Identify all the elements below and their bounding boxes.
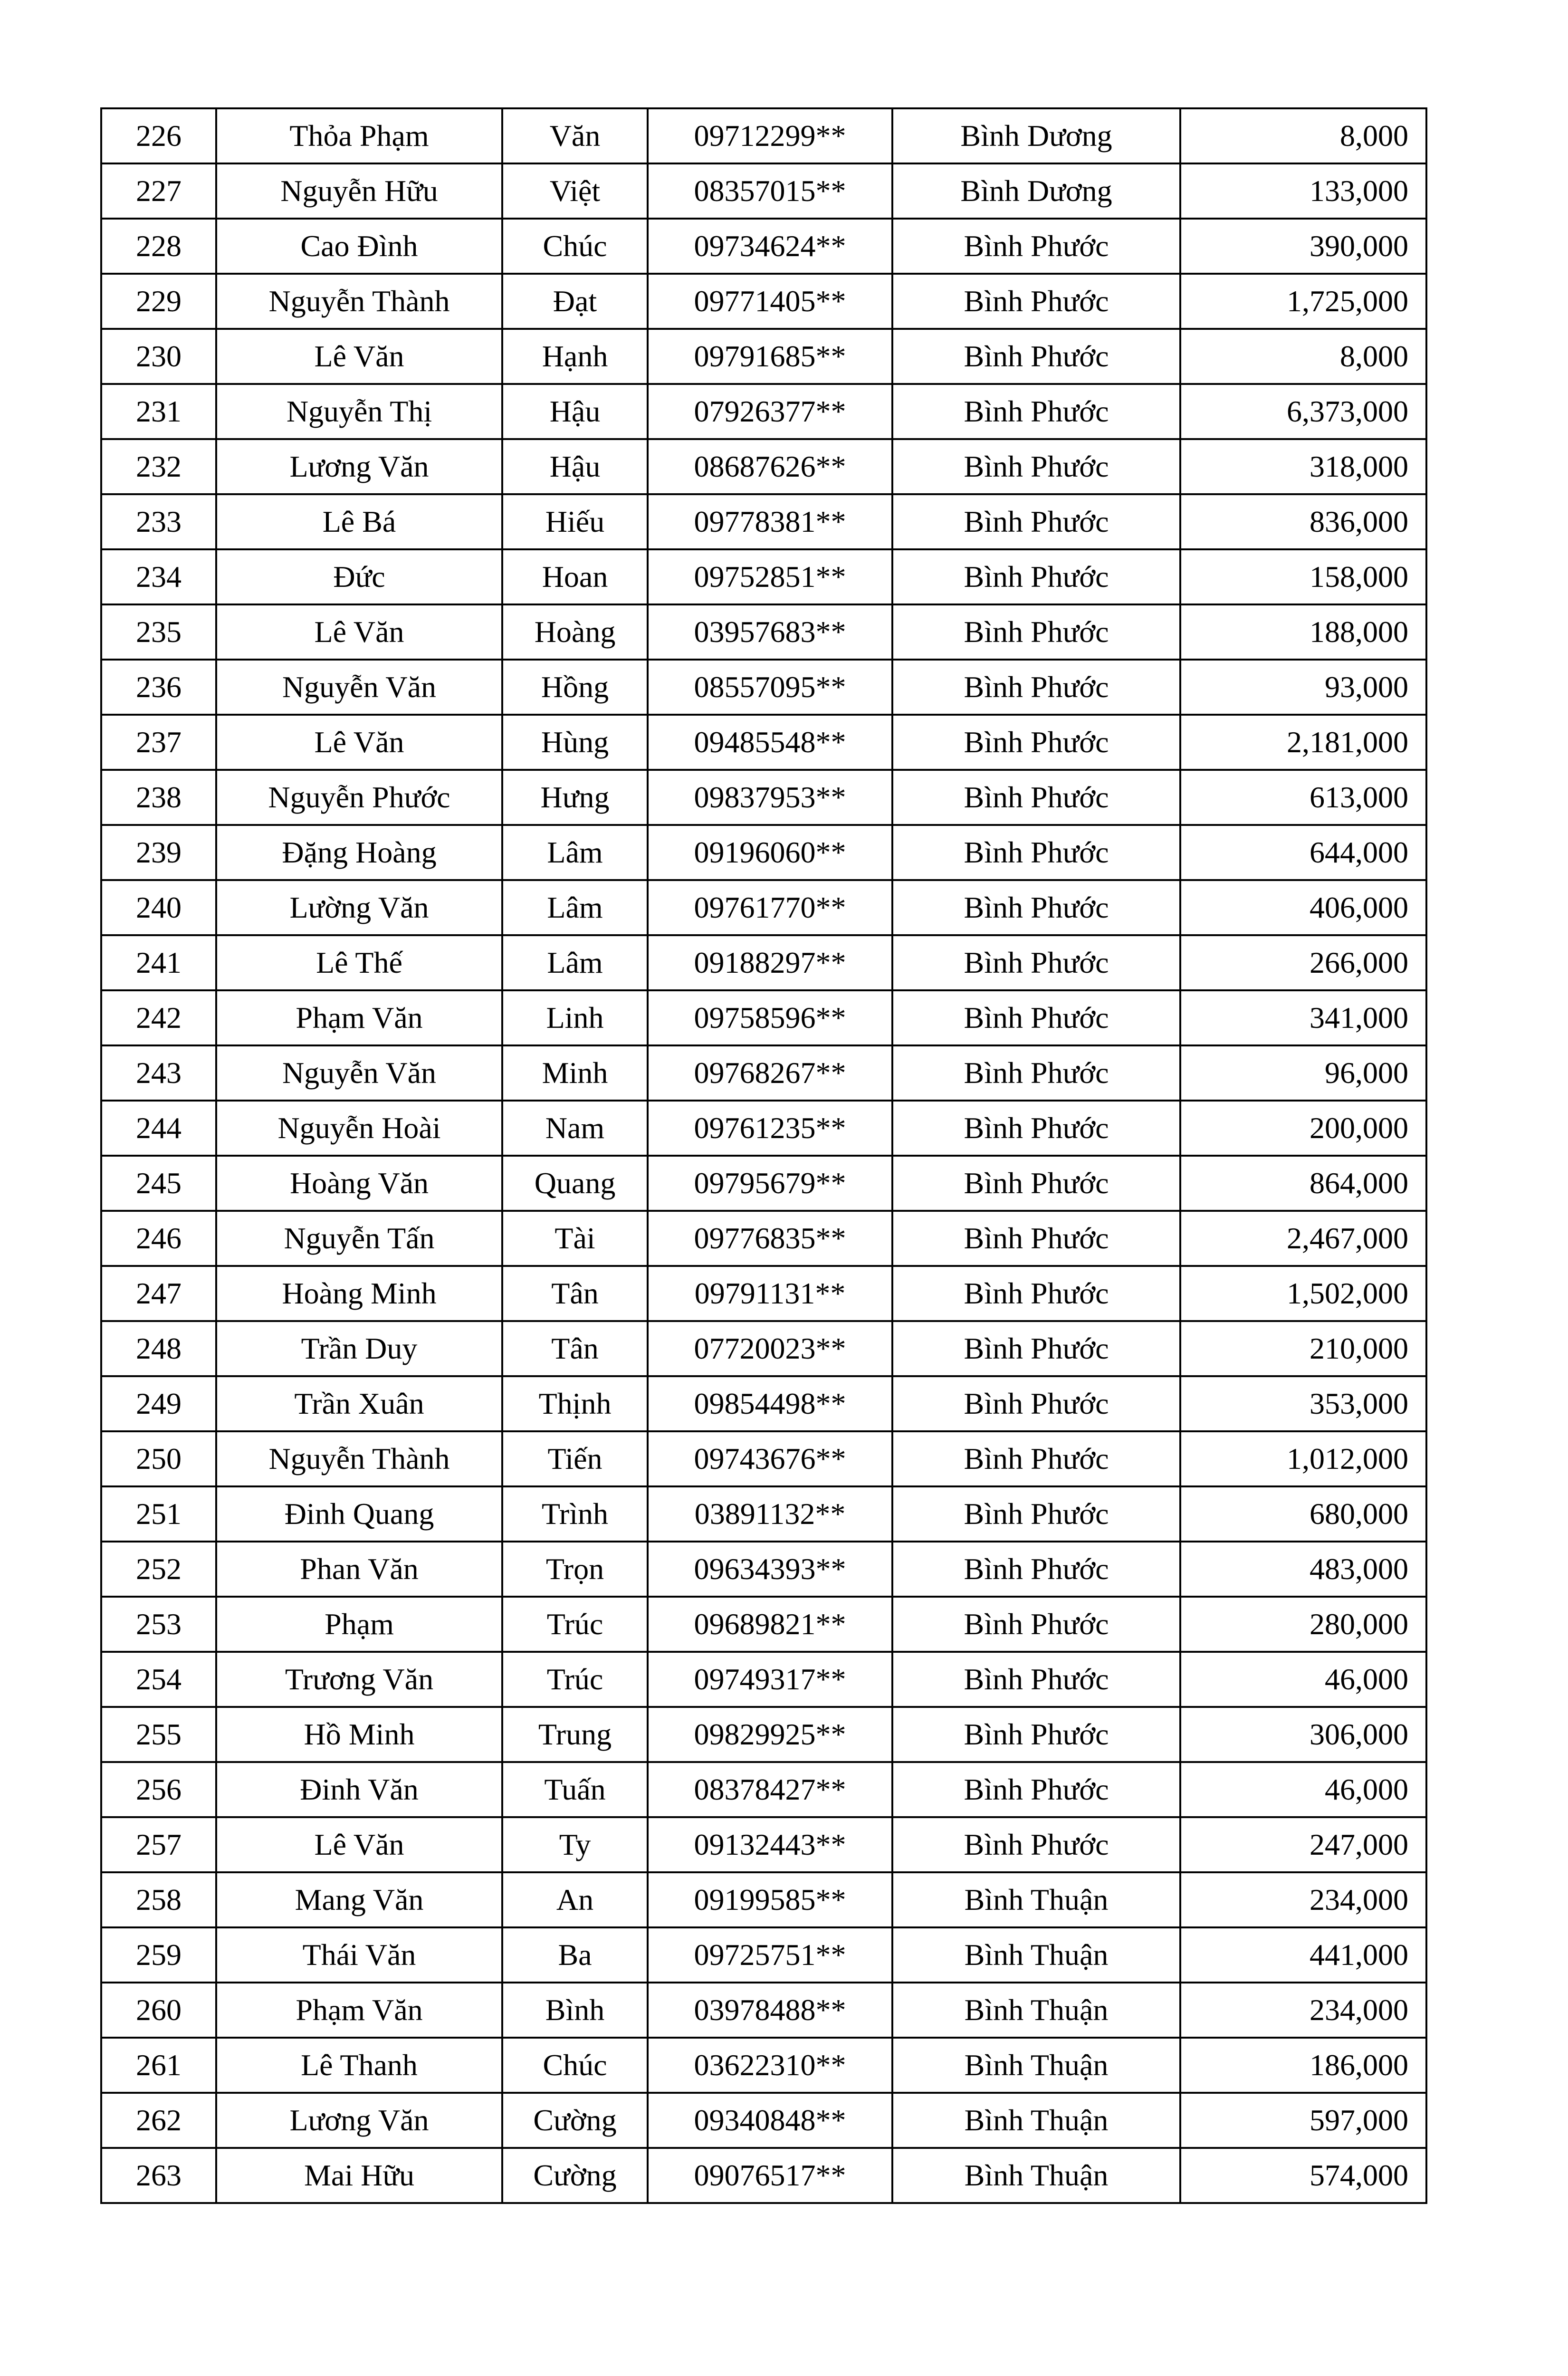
row-number-cell: 242 (101, 990, 216, 1045)
amount-cell: 574,000 (1180, 2148, 1426, 2203)
amount-cell: 1,502,000 (1180, 1266, 1426, 1321)
phone-number-cell: 03622310** (648, 2038, 892, 2093)
table-row (101, 660, 1426, 715)
row-number-cell: 260 (101, 1983, 216, 2038)
phone-number-cell: 03957683** (648, 604, 892, 660)
province-cell: Bình Phước (892, 935, 1180, 990)
table-row (101, 2093, 1426, 2148)
table-row (101, 1211, 1426, 1266)
table-row (101, 1652, 1426, 1707)
family-middle-name-cell: Hồ Minh (216, 1707, 502, 1762)
table-row (101, 2148, 1426, 2203)
phone-number-cell: 09854498** (648, 1376, 892, 1431)
table-row (101, 163, 1426, 219)
phone-number-cell: 09795679** (648, 1156, 892, 1211)
table-row (101, 880, 1426, 935)
row-number-cell: 240 (101, 880, 216, 935)
family-middle-name-cell: Lê Bá (216, 494, 502, 549)
phone-number-cell: 08357015** (648, 163, 892, 219)
province-cell: Bình Phước (892, 329, 1180, 384)
phone-number-cell: 09725751** (648, 1927, 892, 1983)
given-name-cell: Bình (502, 1983, 648, 2038)
province-cell: Bình Phước (892, 1431, 1180, 1486)
amount-cell: 96,000 (1180, 1045, 1426, 1101)
family-middle-name-cell: Lê Văn (216, 1817, 502, 1872)
province-cell: Bình Phước (892, 880, 1180, 935)
amount-cell: 186,000 (1180, 2038, 1426, 2093)
table-row (101, 1762, 1426, 1817)
table-row (101, 1707, 1426, 1762)
given-name-cell: Việt (502, 163, 648, 219)
phone-number-cell: 09634393** (648, 1542, 892, 1597)
phone-number-cell: 09758596** (648, 990, 892, 1045)
row-number-cell: 233 (101, 494, 216, 549)
amount-cell: 1,725,000 (1180, 274, 1426, 329)
phone-number-cell: 09743676** (648, 1431, 892, 1486)
province-cell: Bình Phước (892, 494, 1180, 549)
province-cell: Bình Thuận (892, 1927, 1180, 1983)
phone-number-cell: 08687626** (648, 439, 892, 494)
province-cell: Bình Phước (892, 1707, 1180, 1762)
given-name-cell: Hậu (502, 384, 648, 439)
given-name-cell: Minh (502, 1045, 648, 1101)
table-row (101, 1101, 1426, 1156)
given-name-cell: Thịnh (502, 1376, 648, 1431)
row-number-cell: 251 (101, 1486, 216, 1542)
table-row (101, 2038, 1426, 2093)
family-middle-name-cell: Trương Văn (216, 1652, 502, 1707)
row-number-cell: 239 (101, 825, 216, 880)
family-middle-name-cell: Hoàng Văn (216, 1156, 502, 1211)
given-name-cell: Văn (502, 108, 648, 163)
amount-cell: 234,000 (1180, 1983, 1426, 2038)
amount-cell: 644,000 (1180, 825, 1426, 880)
row-number-cell: 228 (101, 219, 216, 274)
table-row (101, 1817, 1426, 1872)
row-number-cell: 245 (101, 1156, 216, 1211)
family-middle-name-cell: Thái Văn (216, 1927, 502, 1983)
province-cell: Bình Phước (892, 990, 1180, 1045)
row-number-cell: 262 (101, 2093, 216, 2148)
phone-number-cell: 09199585** (648, 1872, 892, 1927)
phone-number-cell: 09761235** (648, 1101, 892, 1156)
family-middle-name-cell: Lương Văn (216, 439, 502, 494)
amount-cell: 597,000 (1180, 2093, 1426, 2148)
phone-number-cell: 09768267** (648, 1045, 892, 1101)
table-row (101, 1597, 1426, 1652)
table-row (101, 219, 1426, 274)
given-name-cell: Tân (502, 1266, 648, 1321)
family-middle-name-cell: Nguyễn Văn (216, 660, 502, 715)
family-middle-name-cell: Đinh Văn (216, 1762, 502, 1817)
phone-number-cell: 09761770** (648, 880, 892, 935)
family-middle-name-cell: Trần Xuân (216, 1376, 502, 1431)
province-cell: Bình Phước (892, 660, 1180, 715)
amount-cell: 93,000 (1180, 660, 1426, 715)
amount-cell: 247,000 (1180, 1817, 1426, 1872)
given-name-cell: Hưng (502, 770, 648, 825)
phone-number-cell: 09485548** (648, 715, 892, 770)
table-row (101, 439, 1426, 494)
row-number-cell: 229 (101, 274, 216, 329)
given-name-cell: Quang (502, 1156, 648, 1211)
province-cell: Bình Thuận (892, 1872, 1180, 1927)
row-number-cell: 226 (101, 108, 216, 163)
table-row (101, 935, 1426, 990)
given-name-cell: Đạt (502, 274, 648, 329)
phone-number-cell: 09752851** (648, 549, 892, 604)
row-number-cell: 249 (101, 1376, 216, 1431)
phone-number-cell: 09791685** (648, 329, 892, 384)
amount-cell: 441,000 (1180, 1927, 1426, 1983)
family-middle-name-cell: Lê Văn (216, 604, 502, 660)
family-middle-name-cell: Phạm (216, 1597, 502, 1652)
amount-cell: 234,000 (1180, 1872, 1426, 1927)
family-middle-name-cell: Lê Văn (216, 715, 502, 770)
phone-number-cell: 09712299** (648, 108, 892, 163)
family-middle-name-cell: Trần Duy (216, 1321, 502, 1376)
family-middle-name-cell: Lê Văn (216, 329, 502, 384)
given-name-cell: Hiếu (502, 494, 648, 549)
phone-number-cell: 09734624** (648, 219, 892, 274)
province-cell: Bình Dương (892, 108, 1180, 163)
family-middle-name-cell: Lê Thế (216, 935, 502, 990)
given-name-cell: Ty (502, 1817, 648, 1872)
amount-cell: 133,000 (1180, 163, 1426, 219)
province-cell: Bình Phước (892, 1652, 1180, 1707)
phone-number-cell: 09771405** (648, 274, 892, 329)
family-middle-name-cell: Nguyễn Tấn (216, 1211, 502, 1266)
given-name-cell: Tiến (502, 1431, 648, 1486)
amount-cell: 2,181,000 (1180, 715, 1426, 770)
row-number-cell: 252 (101, 1542, 216, 1597)
given-name-cell: Chúc (502, 219, 648, 274)
phone-number-cell: 09340848** (648, 2093, 892, 2148)
amount-cell: 406,000 (1180, 880, 1426, 935)
row-number-cell: 227 (101, 163, 216, 219)
table-row (101, 1045, 1426, 1101)
phone-number-cell: 07926377** (648, 384, 892, 439)
table-row (101, 1542, 1426, 1597)
phone-number-cell: 03891132** (648, 1486, 892, 1542)
phone-number-cell: 09076517** (648, 2148, 892, 2203)
phone-number-cell: 09791131** (648, 1266, 892, 1321)
given-name-cell: Tân (502, 1321, 648, 1376)
province-cell: Bình Phước (892, 1597, 1180, 1652)
family-middle-name-cell: Hoàng Minh (216, 1266, 502, 1321)
row-number-cell: 234 (101, 549, 216, 604)
row-number-cell: 246 (101, 1211, 216, 1266)
amount-cell: 210,000 (1180, 1321, 1426, 1376)
province-cell: Bình Phước (892, 1817, 1180, 1872)
province-cell: Bình Phước (892, 1376, 1180, 1431)
row-number-cell: 241 (101, 935, 216, 990)
phone-number-cell: 08557095** (648, 660, 892, 715)
province-cell: Bình Phước (892, 770, 1180, 825)
row-number-cell: 237 (101, 715, 216, 770)
family-middle-name-cell: Nguyễn Thị (216, 384, 502, 439)
recipient-table-body (101, 108, 1426, 2203)
row-number-cell: 263 (101, 2148, 216, 2203)
given-name-cell: Hồng (502, 660, 648, 715)
given-name-cell: Nam (502, 1101, 648, 1156)
amount-cell: 280,000 (1180, 1597, 1426, 1652)
province-cell: Bình Phước (892, 274, 1180, 329)
province-cell: Bình Phước (892, 219, 1180, 274)
family-middle-name-cell: Nguyễn Hoài (216, 1101, 502, 1156)
given-name-cell: Trúc (502, 1652, 648, 1707)
amount-cell: 266,000 (1180, 935, 1426, 990)
amount-cell: 864,000 (1180, 1156, 1426, 1211)
phone-number-cell: 09196060** (648, 825, 892, 880)
family-middle-name-cell: Nguyễn Văn (216, 1045, 502, 1101)
table-row (101, 384, 1426, 439)
given-name-cell: Cường (502, 2148, 648, 2203)
phone-number-cell: 08378427** (648, 1762, 892, 1817)
table-row (101, 274, 1426, 329)
given-name-cell: An (502, 1872, 648, 1927)
province-cell: Bình Phước (892, 1542, 1180, 1597)
phone-number-cell: 09749317** (648, 1652, 892, 1707)
row-number-cell: 248 (101, 1321, 216, 1376)
phone-number-cell: 09689821** (648, 1597, 892, 1652)
given-name-cell: Chúc (502, 2038, 648, 2093)
province-cell: Bình Phước (892, 715, 1180, 770)
family-middle-name-cell: Đức (216, 549, 502, 604)
row-number-cell: 250 (101, 1431, 216, 1486)
table-row (101, 1486, 1426, 1542)
amount-cell: 680,000 (1180, 1486, 1426, 1542)
given-name-cell: Trung (502, 1707, 648, 1762)
given-name-cell: Hùng (502, 715, 648, 770)
row-number-cell: 261 (101, 2038, 216, 2093)
family-middle-name-cell: Phan Văn (216, 1542, 502, 1597)
province-cell: Bình Phước (892, 1486, 1180, 1542)
table-row (101, 770, 1426, 825)
row-number-cell: 238 (101, 770, 216, 825)
table-row (101, 329, 1426, 384)
family-middle-name-cell: Lường Văn (216, 880, 502, 935)
table-row (101, 1156, 1426, 1211)
family-middle-name-cell: Đặng Hoàng (216, 825, 502, 880)
table-row (101, 1983, 1426, 2038)
row-number-cell: 255 (101, 1707, 216, 1762)
province-cell: Bình Phước (892, 1156, 1180, 1211)
province-cell: Bình Phước (892, 1266, 1180, 1321)
given-name-cell: Hạnh (502, 329, 648, 384)
amount-cell: 483,000 (1180, 1542, 1426, 1597)
family-middle-name-cell: Đinh Quang (216, 1486, 502, 1542)
amount-cell: 613,000 (1180, 770, 1426, 825)
table-row (101, 1266, 1426, 1321)
amount-cell: 353,000 (1180, 1376, 1426, 1431)
amount-cell: 1,012,000 (1180, 1431, 1426, 1486)
table-row (101, 1376, 1426, 1431)
given-name-cell: Lâm (502, 935, 648, 990)
row-number-cell: 258 (101, 1872, 216, 1927)
table-row (101, 494, 1426, 549)
amount-cell: 341,000 (1180, 990, 1426, 1045)
table-row (101, 990, 1426, 1045)
phone-number-cell: 03978488** (648, 1983, 892, 2038)
given-name-cell: Trúc (502, 1597, 648, 1652)
table-row (101, 715, 1426, 770)
family-middle-name-cell: Nguyễn Thành (216, 274, 502, 329)
row-number-cell: 231 (101, 384, 216, 439)
phone-number-cell: 09829925** (648, 1707, 892, 1762)
given-name-cell: Hậu (502, 439, 648, 494)
table-row (101, 1431, 1426, 1486)
family-middle-name-cell: Cao Đình (216, 219, 502, 274)
province-cell: Bình Phước (892, 384, 1180, 439)
province-cell: Bình Thuận (892, 1983, 1180, 2038)
amount-cell: 200,000 (1180, 1101, 1426, 1156)
province-cell: Bình Phước (892, 825, 1180, 880)
row-number-cell: 256 (101, 1762, 216, 1817)
table-row (101, 1872, 1426, 1927)
province-cell: Bình Phước (892, 1762, 1180, 1817)
phone-number-cell: 09837953** (648, 770, 892, 825)
given-name-cell: Lâm (502, 825, 648, 880)
province-cell: Bình Thuận (892, 2093, 1180, 2148)
table-row (101, 1321, 1426, 1376)
table-row (101, 604, 1426, 660)
amount-cell: 188,000 (1180, 604, 1426, 660)
amount-cell: 8,000 (1180, 108, 1426, 163)
province-cell: Bình Phước (892, 1045, 1180, 1101)
given-name-cell: Hoan (502, 549, 648, 604)
row-number-cell: 243 (101, 1045, 216, 1101)
province-cell: Bình Dương (892, 163, 1180, 219)
amount-cell: 8,000 (1180, 329, 1426, 384)
amount-cell: 2,467,000 (1180, 1211, 1426, 1266)
row-number-cell: 230 (101, 329, 216, 384)
given-name-cell: Trọn (502, 1542, 648, 1597)
family-middle-name-cell: Lương Văn (216, 2093, 502, 2148)
given-name-cell: Linh (502, 990, 648, 1045)
province-cell: Bình Thuận (892, 2038, 1180, 2093)
given-name-cell: Tài (502, 1211, 648, 1266)
given-name-cell: Tuấn (502, 1762, 648, 1817)
amount-cell: 836,000 (1180, 494, 1426, 549)
given-name-cell: Cường (502, 2093, 648, 2148)
row-number-cell: 235 (101, 604, 216, 660)
amount-cell: 46,000 (1180, 1652, 1426, 1707)
given-name-cell: Lâm (502, 880, 648, 935)
table-row (101, 825, 1426, 880)
amount-cell: 306,000 (1180, 1707, 1426, 1762)
amount-cell: 390,000 (1180, 219, 1426, 274)
family-middle-name-cell: Mai Hữu (216, 2148, 502, 2203)
family-middle-name-cell: Nguyễn Thành (216, 1431, 502, 1486)
province-cell: Bình Phước (892, 439, 1180, 494)
phone-number-cell: 09778381** (648, 494, 892, 549)
family-middle-name-cell: Phạm Văn (216, 1983, 502, 2038)
phone-number-cell: 09132443** (648, 1817, 892, 1872)
phone-number-cell: 07720023** (648, 1321, 892, 1376)
row-number-cell: 259 (101, 1927, 216, 1983)
province-cell: Bình Phước (892, 604, 1180, 660)
province-cell: Bình Phước (892, 1101, 1180, 1156)
amount-cell: 46,000 (1180, 1762, 1426, 1817)
province-cell: Bình Phước (892, 549, 1180, 604)
recipient-table (100, 107, 1427, 2204)
given-name-cell: Trình (502, 1486, 648, 1542)
family-middle-name-cell: Mang Văn (216, 1872, 502, 1927)
family-middle-name-cell: Thỏa Phạm (216, 108, 502, 163)
given-name-cell: Ba (502, 1927, 648, 1983)
family-middle-name-cell: Phạm Văn (216, 990, 502, 1045)
table-row (101, 1927, 1426, 1983)
family-middle-name-cell: Nguyễn Phước (216, 770, 502, 825)
family-middle-name-cell: Lê Thanh (216, 2038, 502, 2093)
row-number-cell: 232 (101, 439, 216, 494)
row-number-cell: 244 (101, 1101, 216, 1156)
province-cell: Bình Phước (892, 1321, 1180, 1376)
table-row (101, 549, 1426, 604)
phone-number-cell: 09776835** (648, 1211, 892, 1266)
row-number-cell: 254 (101, 1652, 216, 1707)
amount-cell: 158,000 (1180, 549, 1426, 604)
amount-cell: 6,373,000 (1180, 384, 1426, 439)
given-name-cell: Hoàng (502, 604, 648, 660)
amount-cell: 318,000 (1180, 439, 1426, 494)
row-number-cell: 253 (101, 1597, 216, 1652)
family-middle-name-cell: Nguyễn Hữu (216, 163, 502, 219)
row-number-cell: 247 (101, 1266, 216, 1321)
row-number-cell: 257 (101, 1817, 216, 1872)
row-number-cell: 236 (101, 660, 216, 715)
province-cell: Bình Phước (892, 1211, 1180, 1266)
table-row (101, 108, 1426, 163)
phone-number-cell: 09188297** (648, 935, 892, 990)
province-cell: Bình Thuận (892, 2148, 1180, 2203)
